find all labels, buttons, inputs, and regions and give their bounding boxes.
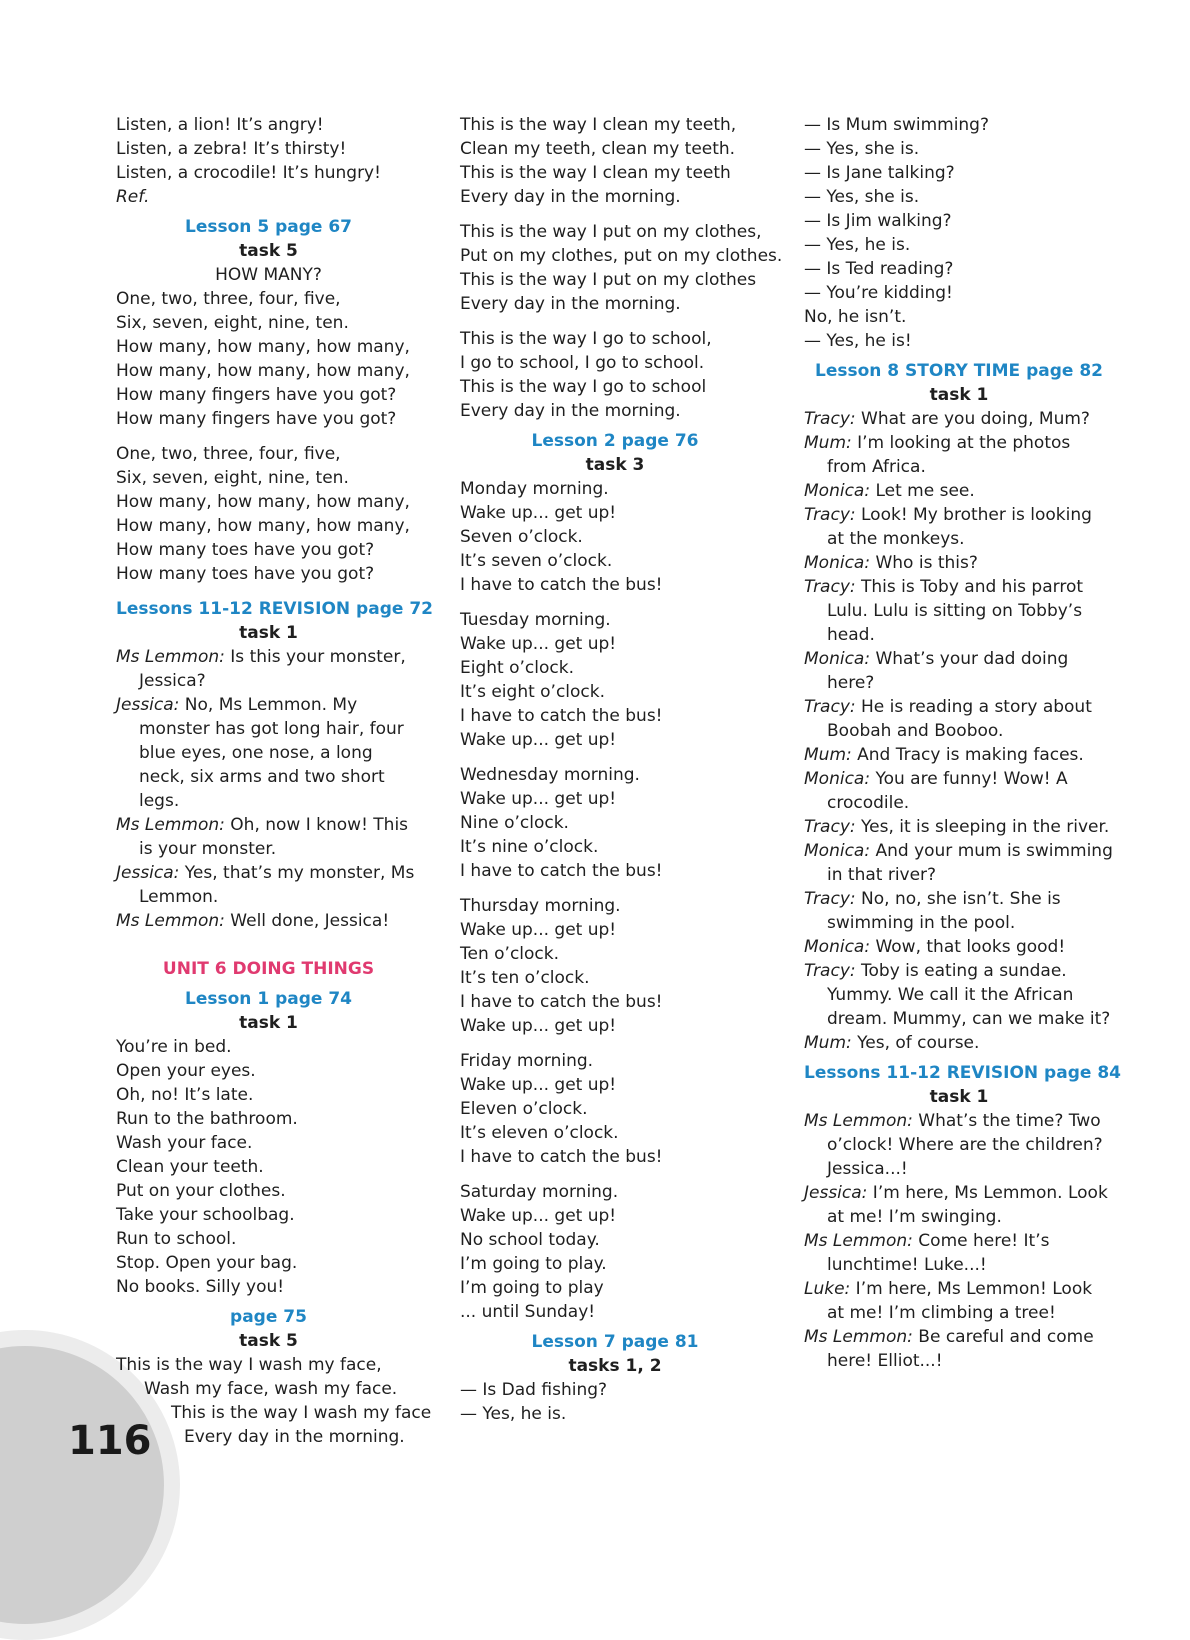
- speaker-name: Mum:: [804, 745, 852, 765]
- text-line: How many fingers have you got?: [116, 385, 397, 405]
- text-line: How many fingers have you got?: [116, 409, 397, 429]
- task-label: task 5: [239, 241, 298, 261]
- text-line: Saturday morning.: [460, 1182, 619, 1202]
- dialogue-text: Come here! It’s lunchtime! Luke...!: [827, 1231, 1050, 1275]
- text-line: Every day in the morning.: [460, 401, 681, 421]
- text-line: Take your schoolbag.: [116, 1205, 295, 1225]
- dialogue-text: And Tracy is making faces.: [851, 745, 1084, 765]
- dialogue-line: [804, 887, 1114, 935]
- text-line: How many toes have you got?: [116, 564, 375, 584]
- dialogue-line: [804, 575, 1114, 647]
- dialogue-text: You are funny! Wow! A crocodile.: [827, 769, 1068, 813]
- speaker-name: Tracy:: [804, 409, 856, 429]
- dialogue-line: [804, 1181, 1114, 1229]
- speaker-name: Monica:: [804, 649, 871, 669]
- dialogue-text: Yes, of course.: [851, 1033, 980, 1053]
- text-line: — Yes, she is.: [804, 187, 920, 207]
- dialogue-line: [116, 813, 421, 861]
- text-line: Listen, a lion! It’s angry!: [116, 115, 324, 135]
- text-line: Run to school.: [116, 1229, 237, 1249]
- dialogue-line: [804, 407, 1114, 431]
- dialogue-text: I’m here, Ms Lemmon. Look at me! I’m swinging.: [827, 1183, 1108, 1227]
- text-line: Six, seven, eight, nine, ten.: [116, 468, 349, 488]
- spacer: [460, 316, 770, 327]
- page-number: 116: [68, 1418, 152, 1464]
- text-line: This is the way I put on my clothes: [460, 270, 757, 290]
- text-line: — Yes, she is.: [804, 139, 920, 159]
- spacer: [460, 1169, 770, 1180]
- text-line: No books. Silly you!: [116, 1277, 285, 1297]
- dialogue-text: He is reading a story about Boobah and Booboo.: [827, 697, 1092, 741]
- unit-heading: UNIT 6 DOING THINGS: [162, 959, 375, 979]
- task-label: task 3: [585, 455, 645, 475]
- text-line: Every day in the morning.: [184, 1427, 405, 1447]
- dialogue-text: I’m looking at the photos from Africa.: [827, 433, 1071, 477]
- text-line: This is the way I clean my teeth,: [460, 115, 737, 135]
- text-line: Clean your teeth.: [116, 1157, 264, 1177]
- text-line: — Yes, he is.: [804, 235, 911, 255]
- speaker-name: Tracy:: [804, 577, 856, 597]
- speaker-name: Jessica:: [116, 695, 180, 715]
- text-line: Put on my clothes, put on my clothes.: [460, 246, 783, 266]
- dialogue-text: Is this your monster, Jessica?: [139, 647, 406, 691]
- text-line: One, two, three, four, five,: [116, 444, 341, 464]
- text-line: It’s eleven o’clock.: [460, 1123, 619, 1143]
- text-line: Wednesday morning.: [460, 765, 640, 785]
- dialogue-line: [804, 695, 1114, 743]
- spacer: [460, 209, 770, 220]
- text-line: I have to catch the bus!: [460, 992, 663, 1012]
- speaker-name: Tracy:: [804, 697, 856, 717]
- dialogue-line: [804, 431, 1114, 479]
- text-line: This is the way I put on my clothes,: [460, 222, 762, 242]
- lesson-heading: Lesson 2 page 76: [531, 431, 699, 451]
- dialogue-text: What’s the time? Two o’clock! Where are the children? Jessica...!: [827, 1111, 1103, 1179]
- speaker-name: Mum:: [804, 433, 852, 453]
- text-line: — Is Jim walking?: [804, 211, 952, 231]
- speaker-name: Tracy:: [804, 961, 856, 981]
- text-line: I have to catch the bus!: [460, 1147, 663, 1167]
- text-line: Eight o’clock.: [460, 658, 574, 678]
- text-line: Ten o’clock.: [460, 944, 560, 964]
- lesson-heading: Lesson 1 page 74: [185, 989, 352, 1009]
- text-line: Listen, a crocodile! It’s hungry!: [116, 163, 381, 183]
- dialogue-line: [804, 1109, 1114, 1181]
- speaker-name: Ms Lemmon:: [804, 1111, 913, 1131]
- text-line: — Yes, he is.: [460, 1404, 567, 1424]
- dialogue-line: [116, 693, 421, 813]
- text-line: Wake up... get up!: [460, 920, 617, 940]
- text-line: Seven o’clock.: [460, 527, 583, 547]
- dialogue-text: Be careful and come here! Elliot...!: [827, 1327, 1094, 1371]
- dialogue-line: [804, 479, 1114, 503]
- lesson-heading: page 75: [230, 1307, 307, 1327]
- lesson-heading: Lessons 11-12 REVISION page 72: [116, 599, 433, 619]
- text-line: It’s seven o’clock.: [460, 551, 613, 571]
- text-line: Every day in the morning.: [460, 294, 681, 314]
- text-line: Friday morning.: [460, 1051, 594, 1071]
- speaker-name: Tracy:: [804, 889, 856, 909]
- speaker-name: Monica:: [804, 769, 871, 789]
- dialogue-line: [804, 839, 1114, 887]
- spacer: [460, 597, 770, 608]
- text-line: Clean my teeth, clean my teeth.: [460, 139, 736, 159]
- text-line: This is the way I wash my face,: [116, 1355, 382, 1375]
- dialogue-text: Look! My brother is looking at the monkeys.: [827, 505, 1092, 549]
- text-line: It’s ten o’clock.: [460, 968, 590, 988]
- speaker-name: Monica:: [804, 937, 871, 957]
- dialogue-line: [804, 1277, 1114, 1325]
- text-line: Oh, no! It’s late.: [116, 1085, 254, 1105]
- speaker-name: Ms Lemmon:: [804, 1327, 913, 1347]
- dialogue-text: Who is this?: [870, 553, 978, 573]
- text-line: How many, how many, how many,: [116, 516, 410, 536]
- spacer: [116, 431, 421, 442]
- text-line: Wake up... get up!: [460, 1016, 617, 1036]
- text-line: This is the way I wash my face: [171, 1403, 432, 1423]
- dialogue-text: Yes, it is sleeping in the river.: [855, 817, 1110, 837]
- dialogue-line: [804, 647, 1114, 695]
- text-line: — Is Mum swimming?: [804, 115, 989, 135]
- dialogue-line: [116, 645, 421, 693]
- text-line: This is the way I go to school,: [460, 329, 712, 349]
- speaker-name: Ms Lemmon:: [116, 815, 225, 835]
- dialogue-text: No, no, she isn’t. She is swimming in the pool.: [827, 889, 1061, 933]
- text-line: Wake up... get up!: [460, 503, 617, 523]
- spacer: [116, 933, 421, 957]
- speaker-name: Monica:: [804, 481, 871, 501]
- text-line: — You’re kidding!: [804, 283, 953, 303]
- task-label: task 1: [929, 1087, 989, 1107]
- text-line: Wake up... get up!: [460, 1075, 617, 1095]
- speaker-name: Mum:: [804, 1033, 852, 1053]
- text-line: I’m going to play.: [460, 1254, 607, 1274]
- task-label: task 5: [239, 1331, 298, 1351]
- text-line: Wake up... get up!: [460, 1206, 617, 1226]
- speaker-name: Ms Lemmon:: [804, 1231, 913, 1251]
- text-line: Monday morning.: [460, 479, 609, 499]
- text-line: Open your eyes.: [116, 1061, 256, 1081]
- speaker-name: Ms Lemmon:: [116, 647, 225, 667]
- dialogue-text: I’m here, Ms Lemmon! Look at me! I’m climbing a tree!: [827, 1279, 1093, 1323]
- text-line: Six, seven, eight, nine, ten.: [116, 313, 349, 333]
- text-line: This is the way I go to school: [460, 377, 707, 397]
- text-line: Nine o’clock.: [460, 813, 569, 833]
- text-line: — Is Ted reading?: [804, 259, 954, 279]
- dialogue-line: [804, 1229, 1114, 1277]
- dialogue-text: Yes, that’s my monster, Ms Lemmon.: [139, 863, 415, 907]
- lesson-heading: Lesson 8 STORY TIME page 82: [814, 361, 1103, 381]
- text-line: — Is Dad fishing?: [460, 1380, 608, 1400]
- task-label: task 1: [239, 623, 298, 643]
- song-title: HOW MANY?: [215, 265, 322, 285]
- spacer: [460, 752, 770, 763]
- text-line: Wake up... get up!: [460, 789, 617, 809]
- spacer: [460, 1038, 770, 1049]
- dialogue-line: [804, 551, 1114, 575]
- dialogue-line: [804, 743, 1114, 767]
- text-line: One, two, three, four, five,: [116, 289, 341, 309]
- text-line: I go to school, I go to school.: [460, 353, 705, 373]
- text-line: How many, how many, how many,: [116, 361, 410, 381]
- text-line: How many toes have you got?: [116, 540, 375, 560]
- text-line: Wake up... get up!: [460, 634, 617, 654]
- text-line: You’re in bed.: [116, 1037, 232, 1057]
- dialogue-line: [804, 1031, 1114, 1055]
- dialogue-text: Toby is eating a sundae. Yummy. We call it the African dream. Mummy, can we make it?: [827, 961, 1111, 1029]
- text-line: It’s eight o’clock.: [460, 682, 606, 702]
- dialogue-text: What’s your dad doing here?: [827, 649, 1069, 693]
- text-line: I have to catch the bus!: [460, 861, 663, 881]
- speaker-name: Monica:: [804, 553, 871, 573]
- spacer: [460, 883, 770, 894]
- dialogue-line: [116, 909, 421, 933]
- dialogue-line: [804, 503, 1114, 551]
- text-line: How many, how many, how many,: [116, 337, 410, 357]
- lesson-heading: Lesson 7 page 81: [531, 1332, 699, 1352]
- text-line: No, he isn’t.: [804, 307, 907, 327]
- text-line: Listen, a zebra! It’s thirsty!: [116, 139, 347, 159]
- dialogue-text: Well done, Jessica!: [224, 911, 390, 931]
- text-line: It’s nine o’clock.: [460, 837, 599, 857]
- text-line: Every day in the morning.: [460, 187, 681, 207]
- task-label: task 1: [239, 1013, 298, 1033]
- speaker-name: Jessica:: [804, 1183, 868, 1203]
- text-line: Thursday morning.: [460, 896, 621, 916]
- dialogue-line: [804, 935, 1114, 959]
- speaker-name: Monica:: [804, 841, 871, 861]
- text-line: How many, how many, how many,: [116, 492, 410, 512]
- dialogue-line: [804, 767, 1114, 815]
- text-line: Run to the bathroom.: [116, 1109, 298, 1129]
- dialogue-text: Oh, now I know! This is your monster.: [139, 815, 409, 859]
- dialogue-text: Let me see.: [870, 481, 975, 501]
- dialogue-line: [804, 815, 1114, 839]
- text-line: Stop. Open your bag.: [116, 1253, 298, 1273]
- refrain-marker: Ref.: [116, 187, 150, 207]
- speaker-name: Ms Lemmon:: [116, 911, 225, 931]
- text-column-middle: [460, 113, 783, 1426]
- speaker-name: Tracy:: [804, 817, 856, 837]
- text-column-right: [804, 113, 1121, 1373]
- text-line: ... until Sunday!: [460, 1302, 596, 1322]
- spacer: [116, 586, 421, 597]
- task-label: task 1: [929, 385, 989, 405]
- text-line: This is the way I clean my teeth: [460, 163, 731, 183]
- text-line: Wash my face, wash my face.: [144, 1379, 398, 1399]
- text-line: Wash your face.: [116, 1133, 253, 1153]
- lesson-heading: Lessons 11-12 REVISION page 84: [804, 1063, 1121, 1083]
- text-line: I’m going to play: [460, 1278, 604, 1298]
- dialogue-text: No, Ms Lemmon. My monster has got long hair, four blue eyes, one nose, a long neck, six arms and two short legs.: [139, 695, 404, 811]
- text-line: I have to catch the bus!: [460, 706, 663, 726]
- dialogue-line: [804, 959, 1114, 1031]
- text-line: No school today.: [460, 1230, 600, 1250]
- text-column-left: [116, 113, 433, 1449]
- dialogue-text: Wow, that looks good!: [870, 937, 1066, 957]
- speaker-name: Jessica:: [116, 863, 180, 883]
- dialogue-line: [804, 1325, 1114, 1373]
- dialogue-line: [116, 861, 421, 909]
- text-line: Put on your clothes.: [116, 1181, 286, 1201]
- speaker-name: Tracy:: [804, 505, 856, 525]
- text-line: — Is Jane talking?: [804, 163, 955, 183]
- dialogue-text: And your mum is swimming in that river?: [827, 841, 1113, 885]
- dialogue-text: This is Toby and his parrot Lulu. Lulu is sitting on Tobby’s head.: [827, 577, 1084, 645]
- lesson-heading: Lesson 5 page 67: [185, 217, 352, 237]
- text-line: I have to catch the bus!: [460, 575, 663, 595]
- text-line: Eleven o’clock.: [460, 1099, 588, 1119]
- speaker-name: Luke:: [804, 1279, 851, 1299]
- text-line: — Yes, he is!: [804, 331, 912, 351]
- text-line: Tuesday morning.: [460, 610, 611, 630]
- dialogue-text: What are you doing, Mum?: [855, 409, 1090, 429]
- task-label: tasks 1, 2: [568, 1356, 662, 1376]
- text-line: Wake up... get up!: [460, 730, 617, 750]
